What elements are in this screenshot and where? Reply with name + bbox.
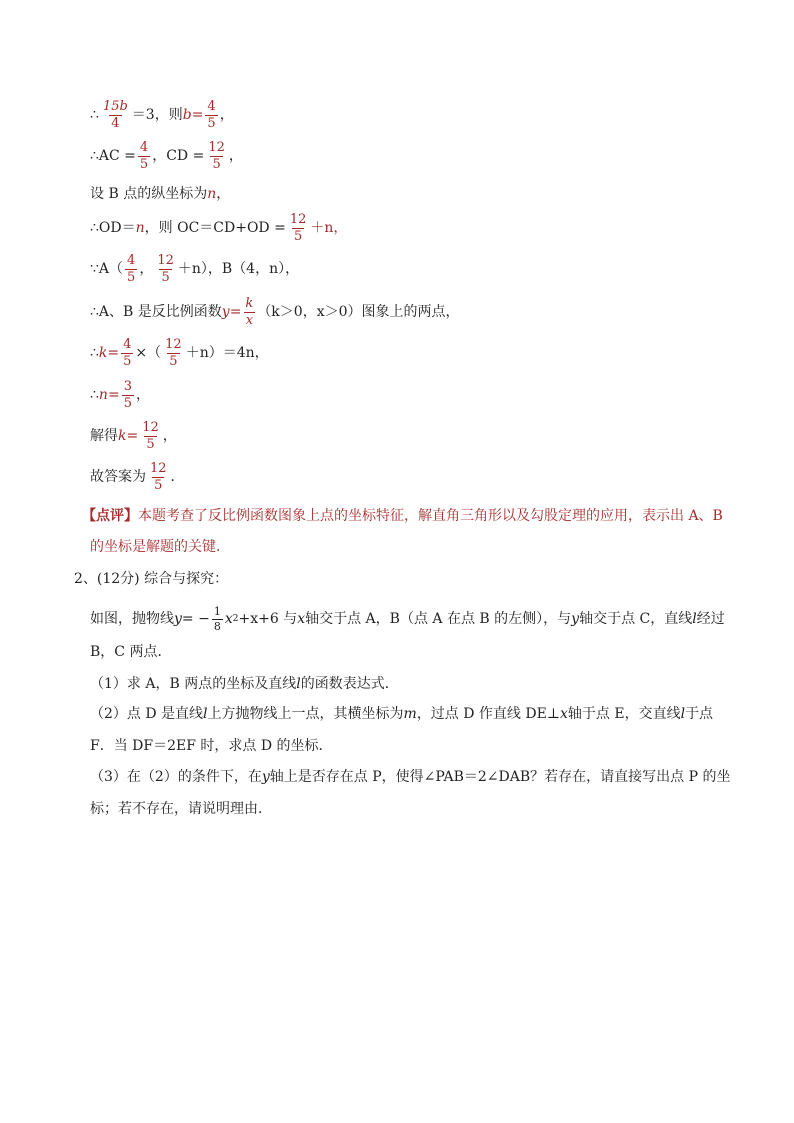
text: ， — [162, 428, 177, 445]
equals: = — [229, 304, 242, 321]
text: 轴于点 E，交直线 — [567, 706, 681, 722]
solution-line-7 — [90, 338, 269, 368]
question-intro-line-1: 如图，抛物线 y = − $\frac{1}{8}$ x 2 +x+6 与 x 轴交于点 A，B（点 A 在点 B 的左侧），与 y 轴交于点 C，直线 l 经过 — [90, 605, 725, 633]
fraction-denominator: 5 — [293, 228, 303, 244]
variable-n: n — [98, 387, 108, 404]
text: = − — [181, 611, 210, 628]
fraction — [101, 100, 130, 130]
fraction-denominator: 5 — [154, 477, 163, 493]
question-header — [74, 572, 228, 586]
therefore-symbol: ∴ — [90, 387, 99, 404]
variable-y: y — [261, 769, 270, 785]
text: 上方抛物线上一点，其横坐标为 — [207, 706, 404, 722]
fraction-numerator: 12 — [157, 253, 174, 268]
fraction-numerator: 12 — [165, 337, 182, 352]
fraction — [125, 254, 137, 284]
text: ＋n， — [310, 220, 348, 237]
fraction — [138, 141, 150, 171]
fraction — [243, 297, 255, 327]
variable-l: l — [680, 706, 686, 722]
comment-tag: 【点评】 — [82, 508, 138, 524]
variable-k: k — [98, 345, 108, 362]
fraction — [212, 606, 223, 632]
fraction-numerator: 12 — [142, 420, 159, 435]
text: ∴A、B 是反比例函数 — [90, 304, 222, 321]
variable-n: n — [135, 220, 145, 237]
fraction-denominator: 5 — [212, 156, 221, 172]
question-part-3-line-1 — [90, 770, 730, 784]
variable-x: x — [560, 706, 568, 722]
text: （1）求 A，B 两点的坐标及直线 — [90, 676, 297, 692]
text: 故答案为 — [90, 469, 146, 486]
variable-l: l — [692, 611, 697, 628]
fraction-numerator: 12 — [208, 140, 225, 155]
fraction-denominator: 5 — [139, 156, 149, 172]
fraction-denominator: 5 — [207, 115, 216, 131]
comment-line-2 — [90, 540, 230, 554]
fraction — [122, 380, 134, 410]
text: ，CD = — [152, 148, 205, 165]
text: ∴AC = — [90, 148, 136, 165]
fraction — [148, 462, 169, 492]
therefore-symbol: ∴ — [90, 345, 99, 362]
question-part-2-line-2 — [90, 739, 333, 753]
fraction-denominator: x — [245, 312, 254, 328]
text: 轴交于点 A，B（点 A 在点 B 的左侧），与 — [305, 611, 572, 628]
solution-line-4 — [90, 213, 347, 243]
fraction-numerator: 4 — [127, 253, 136, 268]
fraction-denominator: 5 — [161, 269, 170, 285]
fraction-denominator: 5 — [127, 269, 136, 285]
comment-line-1 — [82, 509, 723, 523]
fraction — [288, 213, 309, 243]
solution-line-9 — [90, 421, 177, 451]
text: 轴交于点 C，直线 — [579, 611, 693, 628]
fraction — [140, 421, 161, 451]
fraction — [163, 338, 184, 368]
fraction — [155, 254, 176, 284]
text: ． — [170, 469, 185, 486]
fraction-numerator: 15b — [102, 99, 128, 114]
fraction-denominator: 4 — [111, 115, 120, 131]
solution-line-5 — [90, 254, 299, 284]
fraction — [121, 338, 133, 368]
text: ， — [139, 261, 154, 278]
text: ， — [219, 107, 234, 124]
question-part-1 — [90, 677, 399, 691]
fraction-numerator: 4 — [207, 99, 216, 114]
solution-line-1 — [90, 100, 234, 130]
text: （2）点 D 是直线 — [90, 706, 204, 722]
fraction-numerator: 12 — [289, 212, 307, 227]
text: 解得 — [90, 428, 118, 445]
variable-l: l — [296, 676, 301, 692]
therefore-symbol: ∴ — [90, 107, 99, 124]
fraction-denominator: 5 — [123, 395, 132, 411]
text: 的函数表达式． — [300, 676, 399, 692]
text: （3）在（2）的条件下，在 — [90, 769, 262, 785]
equals: = — [107, 387, 120, 404]
fraction-numerator: 3 — [123, 379, 132, 394]
solution-line-10 — [90, 462, 185, 492]
fraction — [205, 100, 217, 130]
text: ＋n）＝4n， — [185, 345, 269, 362]
question-part-3-line-2 — [90, 802, 272, 816]
text: ， — [216, 186, 231, 202]
text: ∵A（ — [90, 261, 124, 278]
text: 经过 — [696, 611, 725, 628]
text: +x+6 与 — [238, 611, 298, 628]
text: ＋n），B（4，n）， — [177, 261, 300, 278]
variable-x: x — [224, 611, 233, 628]
variable-m: m — [403, 706, 417, 722]
text: ，过点 D 作直线 DE⊥ — [416, 706, 560, 722]
text: ， — [228, 148, 243, 165]
text: 设 B 点的纵坐标为 — [90, 186, 208, 202]
variable-y: y — [174, 611, 182, 628]
text: F．当 DF＝2EF 时，求点 D 的坐标． — [90, 738, 333, 754]
fraction-denominator: 5 — [146, 436, 155, 452]
solution-line-2 — [90, 141, 243, 171]
text: 轴上是否存在点 P，使得∠PAB＝2∠DAB？若存在，请直接写出点 P 的坐 — [269, 769, 731, 785]
equals: = — [126, 428, 139, 445]
variable-b: b — [182, 107, 192, 124]
text: ×（ — [135, 345, 162, 362]
solution-line-8 — [90, 380, 150, 410]
solution-line-6 — [90, 297, 460, 327]
fraction — [206, 141, 227, 171]
text: ， — [135, 387, 150, 404]
fraction-denominator: 5 — [169, 353, 178, 369]
solution-line-3 — [90, 187, 230, 201]
text: ，则 OC＝CD+OD = — [144, 220, 286, 237]
fraction-numerator: 4 — [139, 140, 149, 155]
text: B，C 两点． — [90, 644, 172, 660]
fraction-numerator: k — [245, 296, 254, 311]
fraction-numerator: 1 — [213, 605, 221, 618]
text: （k＞0，x＞0）图象上的两点， — [257, 304, 460, 321]
text: 于点 — [685, 706, 714, 722]
variable-y: y — [221, 304, 230, 321]
variable-x: x — [297, 611, 306, 628]
text: ＝3，则 — [131, 107, 183, 124]
text: 标；若不存在，请说明理由． — [90, 801, 272, 817]
question-part-2-line-1 — [90, 707, 713, 721]
fraction-denominator: 8 — [213, 619, 221, 633]
question-intro-line-2 — [90, 645, 171, 659]
comment-text: 本题考查了反比例函数图象上点的坐标特征，解直角三角形以及勾股定理的应用，表示出 A、B — [138, 508, 723, 524]
variable-y: y — [571, 611, 580, 628]
variable-k: k — [118, 428, 127, 445]
text: 如图，抛物线 — [90, 611, 174, 628]
question-title: 2、(12分) 综合与探究： — [74, 571, 229, 587]
equals: = — [191, 107, 204, 124]
comment-text: 的坐标是解题的关键． — [90, 539, 230, 555]
fraction-numerator: 12 — [150, 461, 167, 476]
fraction-denominator: 5 — [123, 353, 132, 369]
variable-l: l — [203, 706, 208, 722]
text: ∴OD＝ — [90, 220, 136, 237]
variable-n: n — [207, 186, 217, 202]
fraction-numerator: 4 — [123, 337, 132, 352]
equals: = — [107, 345, 120, 362]
